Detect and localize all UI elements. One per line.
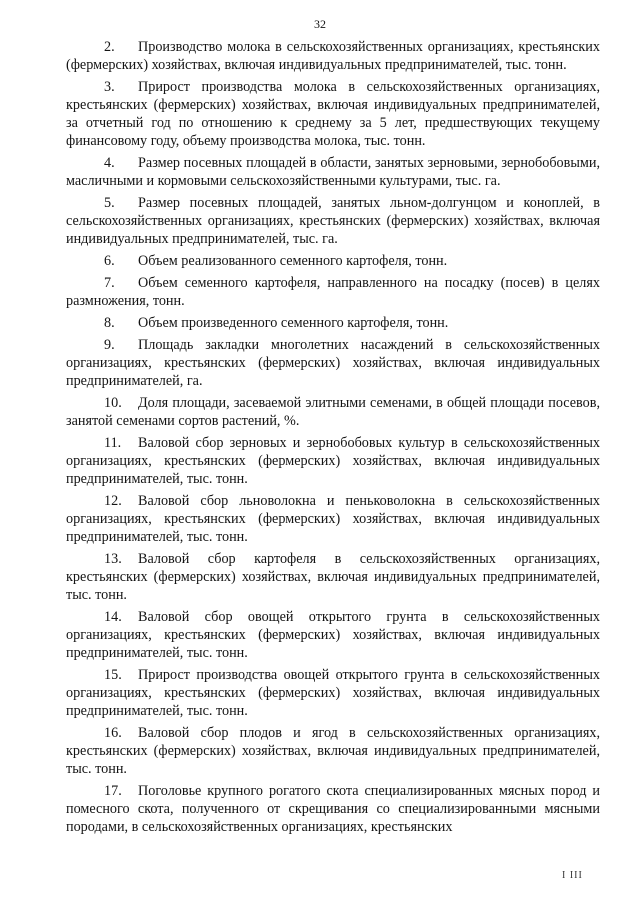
item-number: 6.: [104, 253, 115, 269]
list-item: [66, 194, 600, 248]
item-text: Прирост производства овощей открытого грунта в сельскохозяйственных организациях, крестьянских (фермерских) хозяйствах, включая индивидуальных предпринимателей, тыс. тонн.: [66, 667, 600, 719]
item-number: 16.: [104, 725, 122, 741]
list-item: [66, 78, 600, 150]
item-number: 14.: [104, 609, 122, 625]
list-item: [66, 252, 600, 270]
list-item: [66, 154, 600, 190]
item-text: Размер посевных площадей в области, занятых зерновыми, зернобобовыми, масличными и кормовыми сельскохозяйственными культурами, тыс. га.: [66, 155, 600, 189]
list-item: [66, 38, 600, 74]
list-item: [66, 724, 600, 778]
footer-mark: I III: [562, 870, 583, 881]
item-number: 17.: [104, 783, 122, 799]
item-number: 8.: [104, 315, 115, 331]
item-text: Объем произведенного семенного картофеля, тонн.: [138, 315, 449, 331]
list-item: [66, 314, 600, 332]
item-number: 5.: [104, 195, 115, 211]
list-item: [66, 274, 600, 310]
list-item: [66, 394, 600, 430]
item-number: 15.: [104, 667, 122, 683]
list-item: [66, 666, 600, 720]
item-text: Размер посевных площадей, занятых льном-долгунцом и коноплей, в сельскохозяйственных организациях, крестьянских (фермерских) хозяйствах, включая индивидуальных предпринимателей, тыс. га.: [66, 195, 600, 247]
item-text: Поголовье крупного рогатого скота специализированных мясных пород и помесного скота, полученного от скрещивания со специализированными мясными породами, в сельскохозяйственных организациях, крестьянских: [66, 783, 600, 835]
item-number: 13.: [104, 551, 122, 567]
item-number: 4.: [104, 155, 115, 171]
list-item: [66, 492, 600, 546]
item-text: Производство молока в сельскохозяйственных организациях, крестьянских (фермерских) хозяйствах, включая индивидуальных предпринимателей, тыс. тонн.: [66, 39, 600, 73]
item-number: 11.: [104, 435, 122, 451]
list-item: [66, 608, 600, 662]
item-text: Объем семенного картофеля, направленного на посадку (посев) в целях размножения, тонн.: [66, 275, 600, 309]
item-text: Доля площади, засеваемой элитными семенами, в общей площади посевов, занятой семенами сортов растений, %.: [66, 395, 600, 429]
item-text: Валовой сбор плодов и ягод в сельскохозяйственных организациях, крестьянских (фермерских) хозяйствах, включая индивидуальных предпринимателей, тыс. тонн.: [66, 725, 600, 777]
list-item: [66, 434, 600, 488]
list-item: [66, 782, 600, 836]
item-number: 10.: [104, 395, 122, 411]
item-text: Валовой сбор картофеля в сельскохозяйственных организациях, крестьянских (фермерских) хозяйствах, включая индивидуальных предпринимателей, тыс. тонн.: [66, 551, 600, 603]
page-number: 32: [314, 17, 326, 31]
item-number: 9.: [104, 337, 115, 353]
item-text: Валовой сбор льноволокна и пеньковолокна в сельскохозяйственных организациях, крестьянских (фермерских) хозяйствах, включая индивидуальных предпринимателей, тыс. тонн.: [66, 493, 600, 545]
list-item: [66, 550, 600, 604]
item-number: 3.: [104, 79, 115, 95]
list-item: [66, 336, 600, 390]
item-text: Валовой сбор овощей открытого грунта в сельскохозяйственных организациях, крестьянских (фермерских) хозяйствах, включая индивидуальных предпринимателей, тыс. тонн.: [66, 609, 600, 661]
item-text: Прирост производства молока в сельскохозяйственных организациях, крестьянских (фермерских) хозяйствах, включая индивидуальных предпринимателей, за отчетный год по отношению к среднему за 5 лет, предшествующих текущему финансовому году, объему производства молока, тыс. тонн.: [66, 79, 600, 149]
item-text: Площадь закладки многолетних насаждений в сельскохозяйственных организациях, крестьянских (фермерских) хозяйствах, включая индивидуальных предпринимателей, га.: [66, 337, 600, 389]
item-text: Валовой сбор зерновых и зернобобовых культур в сельскохозяйственных организациях, крестьянских (фермерских) хозяйствах, включая индивидуальных предпринимателей, тыс. тонн.: [66, 435, 600, 487]
item-text: Объем реализованного семенного картофеля, тонн.: [138, 253, 448, 269]
item-number: 7.: [104, 275, 115, 291]
item-number: 12.: [104, 493, 122, 509]
document-body: [66, 38, 600, 840]
item-number: 2.: [104, 39, 115, 55]
